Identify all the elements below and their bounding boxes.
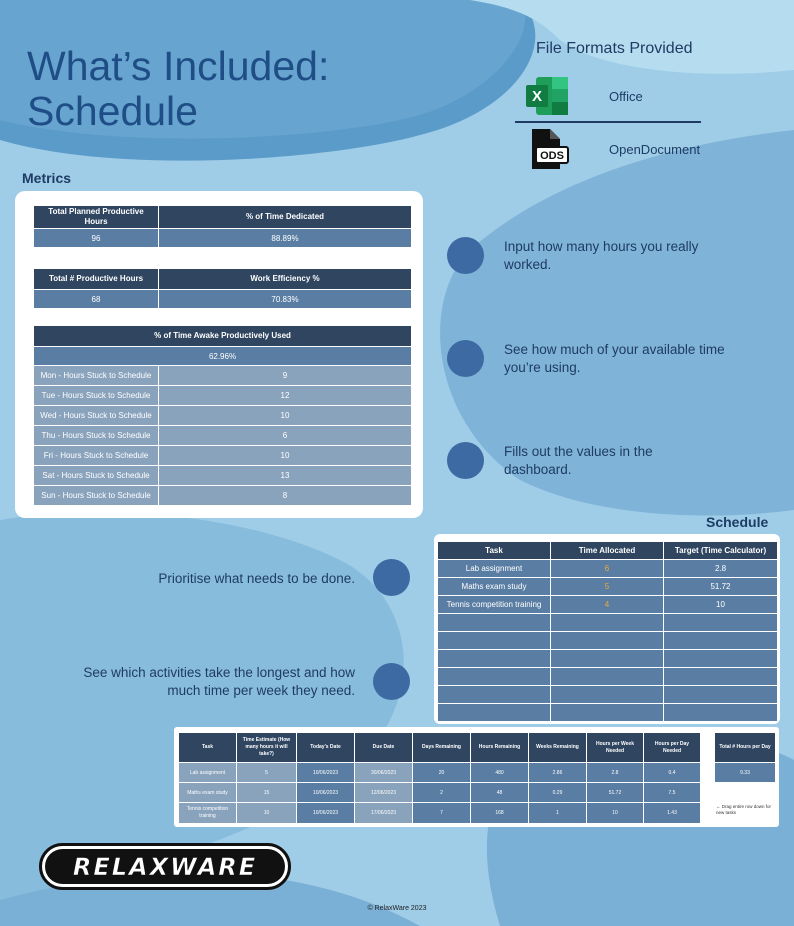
table-cell: 8: [159, 486, 412, 506]
drag-row-note: ← Drag entire row down for new tasks: [716, 804, 772, 815]
table-row: Fri - Hours Stuck to Schedule: [34, 446, 159, 466]
table-cell: [664, 668, 778, 686]
table-cell: Maths exam study: [179, 783, 237, 803]
table-cell: Lab assignment: [179, 763, 237, 783]
table-cell: Maths exam study: [438, 578, 551, 596]
table-cell: 7.5: [644, 783, 701, 803]
table-header: Target (Time Calculator): [664, 542, 778, 560]
copyright: © RelaxWare 2023: [367, 905, 427, 912]
feature-bullet: [447, 442, 484, 479]
table-header: Hours per Day Needed: [644, 733, 701, 763]
feature-bullet: [447, 340, 484, 377]
table-cell: 168: [471, 803, 529, 824]
table-cell: 9: [159, 366, 412, 386]
feature-bullet: [447, 237, 484, 274]
table-header: % of Time Dedicated: [159, 206, 412, 229]
feature-text-dashboard: Fills out the values in the dashboard.: [504, 444, 653, 477]
table-header: Total Planned Productive Hours: [34, 206, 159, 229]
table-cell: 10/06/2023: [297, 803, 355, 824]
time-calculator-table: [178, 732, 701, 824]
table-header: Hours per Week Needed: [587, 733, 644, 763]
feature-text-available-time: See how much of your available time you’re using.: [504, 342, 725, 375]
table-header: Weeks Remaining: [529, 733, 587, 763]
table-cell: [664, 650, 778, 668]
table-cell: 20: [413, 763, 471, 783]
page-title-line2: Schedule: [27, 88, 198, 134]
table-header: Task: [438, 542, 551, 560]
table-cell: 4: [551, 596, 664, 614]
table-cell: 7: [413, 803, 471, 824]
table-cell: Tennis competition training: [438, 596, 551, 614]
table-cell: 2.8: [664, 560, 778, 578]
table-cell: 48: [471, 783, 529, 803]
table-cell: 10/06/2023: [297, 783, 355, 803]
table-header: Task: [179, 733, 237, 763]
table-cell: 96: [34, 229, 159, 248]
table-cell: 480: [471, 763, 529, 783]
feature-text-longest-activities: See which activities take the longest and how much time per week they need.: [83, 665, 355, 698]
table-cell: 1.43: [644, 803, 701, 824]
table-cell: [438, 686, 551, 704]
table-cell: 70.83%: [159, 290, 412, 309]
table-cell: 62.96%: [34, 347, 412, 366]
table-cell: [438, 668, 551, 686]
table-header: Today's Date: [297, 733, 355, 763]
feature-text-input-hours: Input how many hours you really worked.: [504, 239, 699, 272]
page-title-line1: What’s Included:: [27, 43, 330, 89]
table-cell: 68: [34, 290, 159, 309]
table-cell: 10: [159, 406, 412, 426]
table-cell: 0.29: [529, 783, 587, 803]
table-cell: [438, 614, 551, 632]
table-row: Sat - Hours Stuck to Schedule: [34, 466, 159, 486]
excel-icon: [526, 77, 568, 115]
ods-file-icon: [526, 129, 570, 169]
table-cell: 30/06/2023: [355, 763, 413, 783]
schedule-table: [437, 541, 778, 722]
table-cell: [664, 614, 778, 632]
table-cell: 9.33: [715, 763, 776, 783]
format-label-office: Office: [609, 89, 643, 104]
table-cell: 51.72: [664, 578, 778, 596]
table-header: Due Date: [355, 733, 413, 763]
page-title: [27, 44, 329, 134]
brand-wordmark: RELAXWARE: [72, 853, 258, 881]
table-row: Thu - Hours Stuck to Schedule: [34, 426, 159, 446]
format-label-opendocument: OpenDocument: [609, 142, 701, 157]
table-cell: 12: [159, 386, 412, 406]
table-cell: [438, 704, 551, 722]
table-cell: 17/06/2023: [355, 803, 413, 824]
table-cell: [438, 650, 551, 668]
time-awake-table: [33, 325, 412, 506]
table-cell: Lab assignment: [438, 560, 551, 578]
feature-bullet: [373, 663, 410, 700]
svg-text:X: X: [531, 88, 543, 105]
schedule-heading: Schedule: [706, 514, 769, 530]
table-header: Time Allocated: [551, 542, 664, 560]
metrics-heading: Metrics: [22, 170, 72, 186]
table-cell: Tennis competition training: [179, 803, 237, 824]
table-cell: 1: [529, 803, 587, 824]
table-cell: 10/06/2023: [297, 763, 355, 783]
table-cell: 15: [237, 783, 297, 803]
feature-bullet: [373, 559, 410, 596]
svg-text:ODS: ODS: [540, 150, 564, 162]
table-cell: [438, 632, 551, 650]
table-header: Total # Productive Hours: [34, 269, 159, 290]
table-row: Tue - Hours Stuck to Schedule: [34, 386, 159, 406]
table-cell: 10: [159, 446, 412, 466]
table-cell: 2: [413, 783, 471, 803]
table-cell: [664, 632, 778, 650]
table-cell: [664, 686, 778, 704]
table-header: Days Remaining: [413, 733, 471, 763]
feature-text-prioritise: Prioritise what needs to be done.: [158, 571, 355, 586]
table-cell: 10: [237, 803, 297, 824]
relaxware-logo: [39, 843, 291, 890]
table-header: % of Time Awake Productively Used: [34, 326, 412, 347]
table-cell: 5: [237, 763, 297, 783]
file-formats-heading: File Formats Provided: [536, 40, 693, 57]
table-cell: [551, 650, 664, 668]
planned-hours-table: [33, 205, 412, 248]
table-cell: [551, 632, 664, 650]
table-cell: [551, 614, 664, 632]
table-cell: [551, 686, 664, 704]
table-header: Hours Remaining: [471, 733, 529, 763]
table-cell: 6: [551, 560, 664, 578]
table-cell: 88.89%: [159, 229, 412, 248]
table-cell: 2.8: [587, 763, 644, 783]
table-row: Sun - Hours Stuck to Schedule: [34, 486, 159, 506]
table-row: Mon - Hours Stuck to Schedule: [34, 366, 159, 386]
table-cell: [551, 704, 664, 722]
table-cell: [551, 668, 664, 686]
table-cell: 0.4: [644, 763, 701, 783]
formats-divider: [515, 121, 701, 123]
table-cell: 6: [159, 426, 412, 446]
table-row: Wed - Hours Stuck to Schedule: [34, 406, 159, 426]
table-cell: 5: [551, 578, 664, 596]
table-cell: [664, 704, 778, 722]
table-header: Total # Hours per Day: [715, 733, 776, 763]
productive-hours-table: [33, 268, 412, 309]
table-cell: 13: [159, 466, 412, 486]
table-cell: 12/06/2023: [355, 783, 413, 803]
table-cell: 10: [587, 803, 644, 824]
table-cell: 10: [664, 596, 778, 614]
table-header: Time Estimate (How many hours it will take?): [237, 733, 297, 763]
table-cell: 51.72: [587, 783, 644, 803]
total-hours-per-day-table: [714, 732, 776, 783]
table-header: Work Efficiency %: [159, 269, 412, 290]
table-cell: 2.86: [529, 763, 587, 783]
